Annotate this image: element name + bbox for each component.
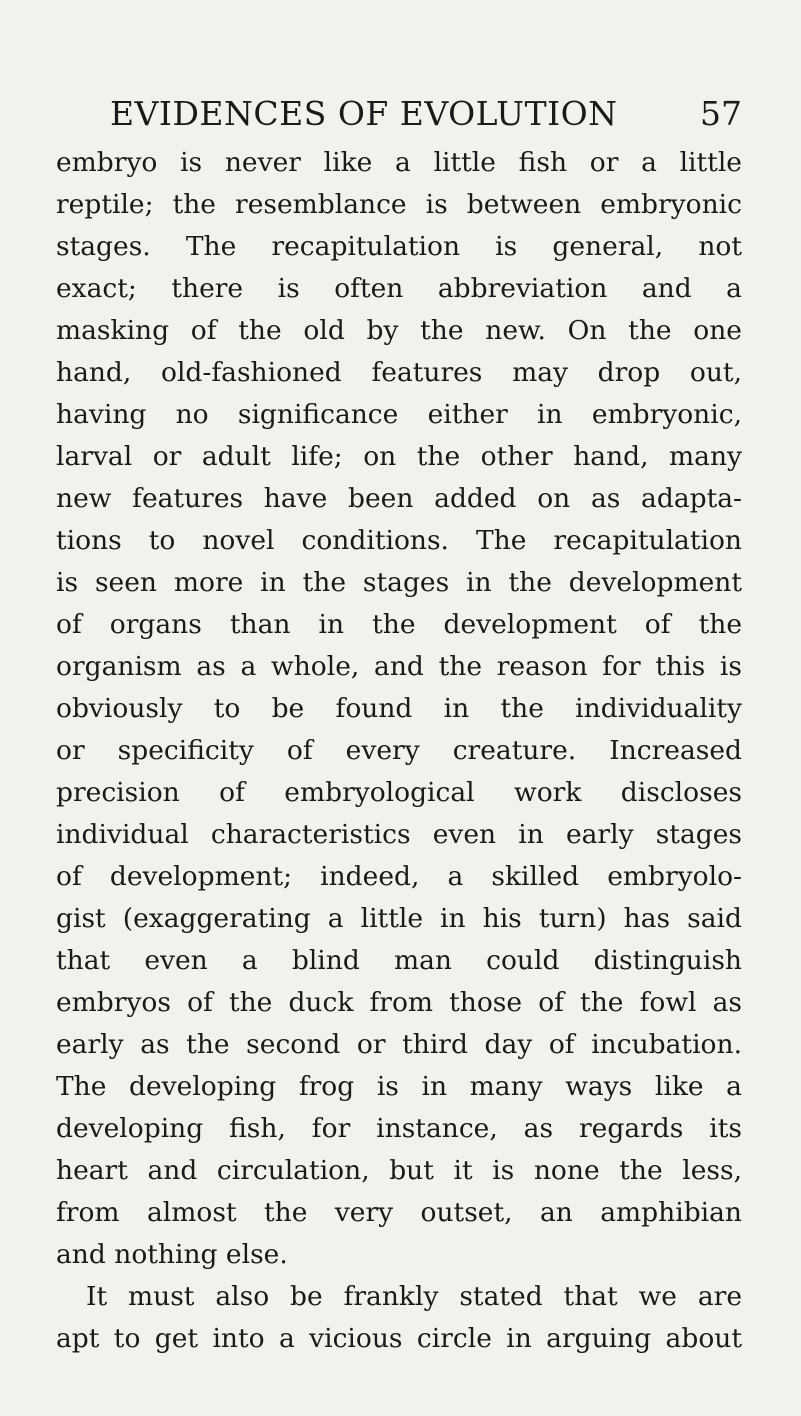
text-line: larval or adult life; on the other hand, many [56,441,742,472]
text-line: having no significance either in embryonic, [56,399,742,430]
text-line: new features have been added on as adapta- [56,483,742,514]
text-line: The developing frog is in many ways like a [56,1071,742,1102]
text-line: gist (exaggerating a little in his turn) has said [56,903,742,934]
page-number: 57 [700,94,742,133]
running-title: EVIDENCES OF EVOLUTION [110,94,618,133]
text-line: embryos of the duck from those of the fowl as [56,987,742,1018]
text-line: apt to get into a vicious circle in arguing about [56,1323,742,1354]
running-head [110,92,742,136]
text-line: reptile; the resemblance is between embryonic [56,189,742,220]
text-line: organism as a whole, and the reason for this is [56,651,742,682]
text-line: stages. The recapitulation is general, not [56,231,742,262]
text-line: of development; indeed, a skilled embryolo- [56,861,742,892]
text-line: individual characteristics even in early stages [56,819,742,850]
text-line: of organs than in the development of the [56,609,742,640]
text-line: masking of the old by the new. On the one [56,315,742,346]
text-line: It must also be frankly stated that we are [86,1281,742,1312]
text-line: and nothing else. [56,1239,288,1270]
text-line: from almost the very outset, an amphibian [56,1197,742,1228]
text-line: heart and circulation, but it is none the less, [56,1155,742,1186]
text-line: is seen more in the stages in the development [56,567,742,598]
text-line: obviously to be found in the individuality [56,693,742,724]
text-line: or specificity of every creature. Increased [56,735,742,766]
text-line: early as the second or third day of incubation. [56,1029,742,1060]
text-line: that even a blind man could distinguish [56,945,742,976]
text-line: precision of embryological work discloses [56,777,742,808]
text-line: hand, old-fashioned features may drop out, [56,357,742,388]
text-line: developing fish, for instance, as regards its [56,1113,742,1144]
body-text [56,142,742,1360]
text-line: exact; there is often abbreviation and a [56,273,742,304]
text-line: embryo is never like a little fish or a little [56,147,742,178]
text-line: tions to novel conditions. The recapitulation [56,525,742,556]
